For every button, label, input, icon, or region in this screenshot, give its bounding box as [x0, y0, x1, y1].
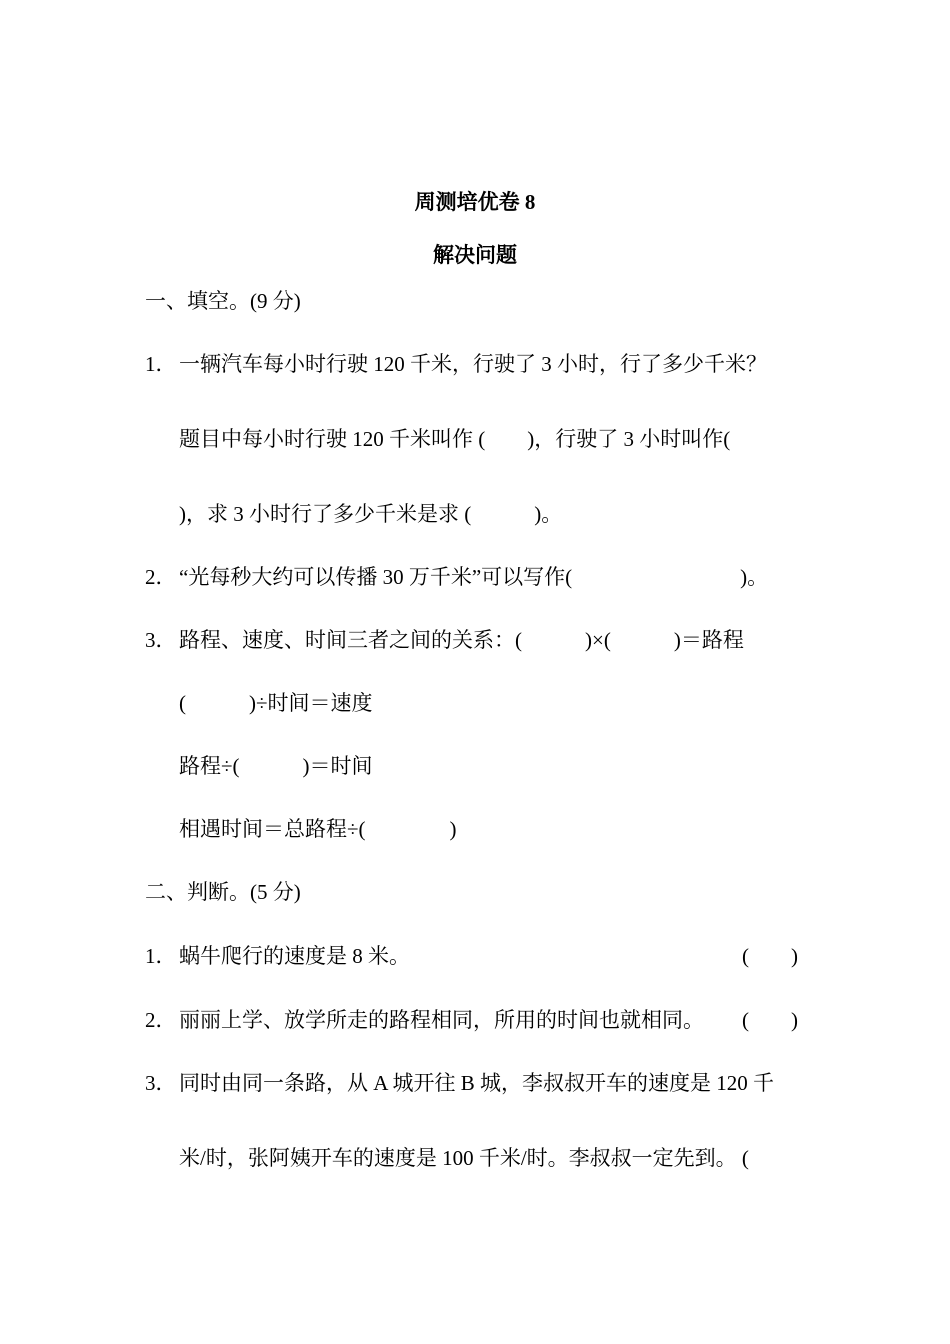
question-number: 2．: [145, 565, 177, 589]
section1-q1-line3: )，求 3 小时行了多少千米是求 ( )。: [179, 502, 563, 526]
section2-q3-line1: [145, 1069, 774, 1097]
question-text: 同时由同一条路，从 A 城开往 B 城，李叔叔开车的速度是 120 千: [179, 1071, 775, 1095]
section1-q3-line2: ( )÷时间＝速度: [179, 691, 373, 715]
question-number: 3．: [145, 1071, 177, 1095]
section1-q3-line1: [145, 626, 744, 654]
question-number: 3．: [145, 628, 177, 652]
question-text: “光每秒大约可以传播 30 万千米”可以写作( )。: [179, 565, 769, 589]
question-text: 蜗牛爬行的速度是 8 米。: [179, 944, 410, 968]
section1-q3-line4: 相遇时间＝总路程÷( ): [179, 817, 457, 841]
question-number: 2．: [145, 1008, 177, 1032]
section1-q1-line1: [145, 350, 767, 378]
section2-heading: 二、判断。(5 分): [145, 880, 301, 904]
section2-q3-line2: 米/时，张阿姨开车的速度是 100 千米/时。李叔叔一定先到。 (: [179, 1146, 749, 1170]
page-subtitle: 解决问题: [433, 243, 517, 267]
question-number: 1．: [145, 352, 177, 376]
section2-q2-line: [145, 1006, 704, 1034]
answer-bracket: ( ): [742, 944, 798, 968]
section1-q1-line2: 题目中每小时行驶 120 千米叫作 ( )，行驶了 3 小时叫作(: [179, 427, 731, 451]
question-text: 丽丽上学、放学所走的路程相同，所用的时间也就相同。: [179, 1008, 704, 1032]
question-text: 路程、速度、时间三者之间的关系：( )×( )＝路程: [179, 628, 744, 652]
section1-q3-line3: 路程÷( )＝时间: [179, 754, 373, 778]
question-number: 1．: [145, 944, 177, 968]
page-title: 周测培优卷 8: [414, 190, 536, 214]
question-text: 一辆汽车每小时行驶 120 千米，行驶了 3 小时，行了多少千米？: [179, 352, 767, 376]
answer-bracket: ( ): [742, 1008, 798, 1032]
section1-q2-line1: [145, 563, 768, 591]
section2-q1-line: [145, 942, 410, 970]
section1-heading: 一、填空。(9 分): [145, 289, 301, 313]
